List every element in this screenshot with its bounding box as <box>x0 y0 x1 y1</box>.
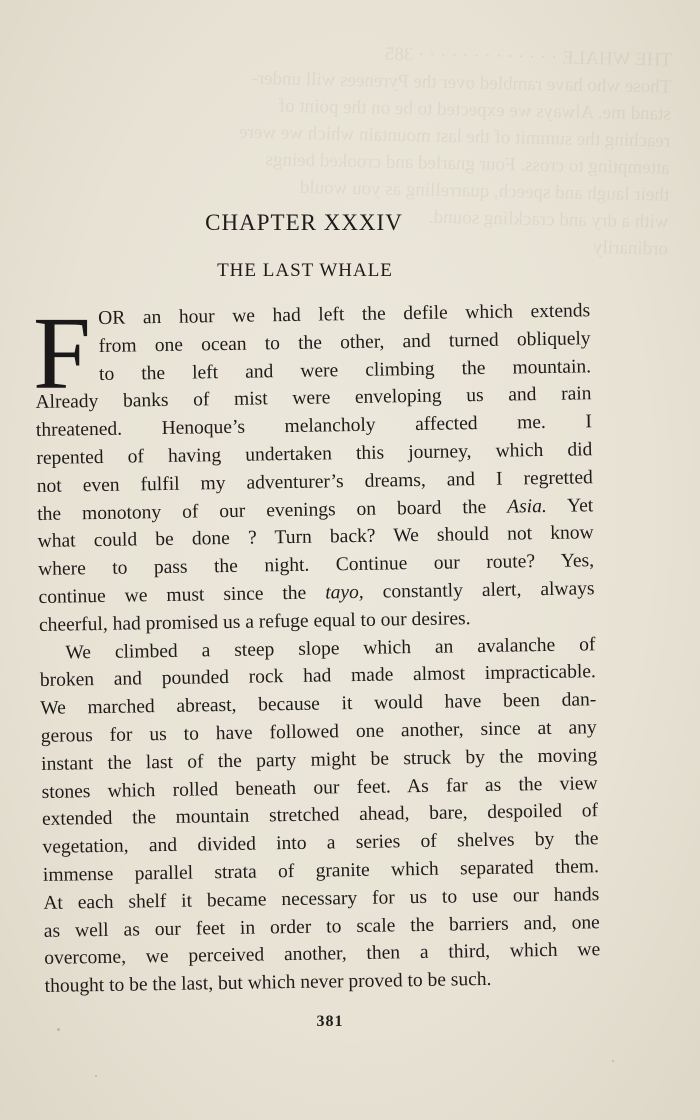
text-line: immense parallel strata of granite which separated them. <box>42 856 600 886</box>
paper-speck <box>612 1060 614 1062</box>
paper-speck <box>57 1028 60 1031</box>
page-number: 381 <box>316 1013 344 1030</box>
text-line: We climbed a steep slope which an avalanche of <box>65 633 596 664</box>
paper-speck <box>95 1075 97 1077</box>
ship-name-italic: tayo, <box>325 581 364 604</box>
text-line: cheerful, had promised us a refuge equal to our desires. <box>38 607 471 636</box>
text-line: thought to be the last, but which never proved to be such. <box>44 969 492 998</box>
text-line: Already banks of mist were enveloping us and rain <box>35 383 592 414</box>
text-line: what could be done ? Turn back? We should not know <box>37 522 594 553</box>
text-line: where to pass the night. Continue our route? Yes, <box>37 550 595 581</box>
text-line: broken and pounded rock had made almost impracticable. <box>39 661 596 692</box>
text-line: the monotony of our evenings on board the Asia. Yet <box>37 494 594 525</box>
text-line: vegetation, and divided into a series of shelves by the <box>42 828 599 859</box>
chapter-heading: CHAPTER XXXIV <box>205 210 403 235</box>
ship-name-italic: Asia. <box>507 495 547 518</box>
text-line: not even fulfil my adventurer’s dreams, and I regretted <box>36 467 593 497</box>
text-line: gerous for us to have followed one another, since at any <box>40 717 597 747</box>
text-line: OR an hour we had left the defile which extends <box>98 300 591 329</box>
text-line: instant the last of the party might be struck by the moving <box>41 744 598 775</box>
text-line: as well as our feet in order to scale the barriers and, one <box>43 911 600 942</box>
text-line: to the left and were climbing the mountain. <box>98 355 592 385</box>
text-line: from one ocean to the other, and turned obliquely <box>98 328 591 357</box>
text-line: threatened. Henoque’s melancholy affected me. I <box>35 411 593 442</box>
chapter-title: THE LAST WHALE <box>217 260 393 281</box>
text-line: At each shelf it became necessary for us to use our hands <box>43 883 600 914</box>
text-line: extended the mountain stretched ahead, bare, despoiled of <box>41 800 599 831</box>
show-through-text: THE WHALE · · · · · · · · · · · · · 385 Those who have rambled over the Pyrenees will under- stand me. Always we expected to be on the point of reaching the summit of the last mountain which we were attempting to cross. Four gnarled and crooked beings their laugh and speech, quarrelling as you would with a dry and crackling sound. ordinarily <box>239 43 673 260</box>
text-line: stones which rolled beneath our feet. As far as the view <box>41 772 598 803</box>
text-line: We marched abreast, because it would have been dan- <box>40 689 597 720</box>
drop-cap-letter: F <box>33 296 91 411</box>
text-line: repented of having undertaken this journey, which did <box>36 439 593 469</box>
text-line: continue we must since the tayo, constantly alert, always <box>38 578 595 608</box>
text-line: overcome, we perceived another, then a third, which we <box>44 939 601 970</box>
chapter-body-text <box>34 297 601 1001</box>
